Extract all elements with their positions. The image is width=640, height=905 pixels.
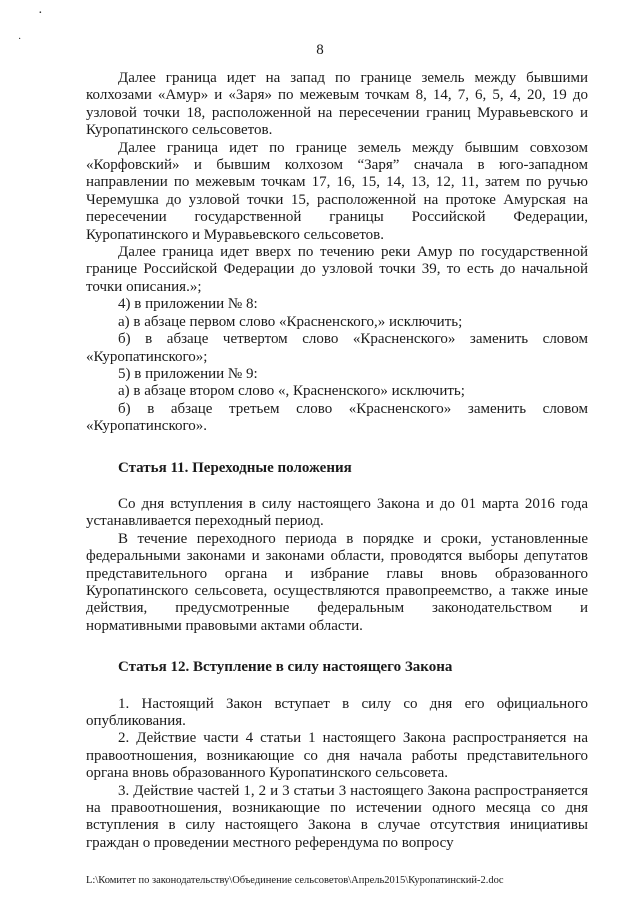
paragraph: а) в абзаце первом слово «Красненского,» исключить; bbox=[118, 313, 463, 330]
paragraph: б) в абзаце четвертом слово «Красненского» заменить словом «Куропатинского»; bbox=[86, 331, 588, 365]
article-12-heading: Статья 12. Вступление в силу настоящего Закона bbox=[118, 659, 453, 676]
paragraph: 3. Действие частей 1, 2 и 3 статьи 3 настоящего Закона распространяется на правоотношения, возникающие по истечении одного месяца со дня вступления в силу настоящего Закона в случае отсутствия инициативы граждан о проведении местного референдума по вопросу bbox=[86, 782, 588, 851]
paragraph: Со дня вступления в силу настоящего Закона и до 01 марта 2016 года устанавливается переходный период. bbox=[86, 495, 588, 530]
document-body bbox=[86, 70, 588, 852]
scan-dot: · bbox=[18, 34, 22, 45]
paragraph: 5) в приложении № 9: bbox=[118, 365, 258, 382]
paragraph: а) в абзаце втором слово «, Красненского» исключить; bbox=[118, 383, 465, 400]
page-number: 8 bbox=[316, 42, 324, 58]
paragraph: В течение переходного периода в порядке и сроки, установленные федеральными законами и законами области, проводятся выборы депутатов представительного органа и избрание главы вновь образованного Куропатинского сельсовета, осуществляются правопреемство, а также иные действия, предусмотренные федеральным законодательством и нормативными правовыми актами области. bbox=[86, 530, 588, 634]
paragraph: Далее граница идет на запад по границе земель между бывшими колхозами «Амур» и «Заря» по межевым точкам 8, 14, 7, 6, 5, 4, 20, 19 до узловой точки 18, расположенной на пересечении границ Муравьевского и Куропатинского сельсоветов. bbox=[86, 70, 588, 139]
scan-mark: · bbox=[38, 6, 43, 21]
article-11-heading: Статья 11. Переходные положения bbox=[118, 459, 352, 476]
paragraph: б) в абзаце третьем слово «Красненского» заменить словом «Куропатинского». bbox=[86, 400, 588, 435]
paragraph: Далее граница идет по границе земель между бывшим совхозом «Корфовский» и бывшим колхозом “Заря” сначала в юго-западном направлении по межевым точкам 17, 16, 15, 14, 13, 12, 11, затем по ручью Черемушка до узловой точки 15, расположенной на протоке Амурская на пересечении государственной границы Российской Федерации, Куропатинского и Муравьевского сельсоветов. bbox=[86, 139, 588, 243]
file-path-footer: L:\Комитет по законодательству\Объединение сельсоветов\Апрель2015\Куропатинский-2.doc bbox=[86, 875, 504, 886]
paragraph: 1. Настоящий Закон вступает в силу со дня его официального опубликования. bbox=[86, 695, 588, 729]
paragraph: Далее граница идет вверх по течению реки Амур по государственной границе Российской Федерации до узловой точки 39, то есть до начальной точки описания.»; bbox=[86, 244, 588, 295]
paragraph: 4) в приложении № 8: bbox=[118, 296, 258, 313]
paragraph: 2. Действие части 4 статьи 1 настоящего Закона распространяется на правоотношения, возникающие со дня начала работы представительного органа вновь образованного Куропатинского сельсовета. bbox=[86, 730, 588, 782]
